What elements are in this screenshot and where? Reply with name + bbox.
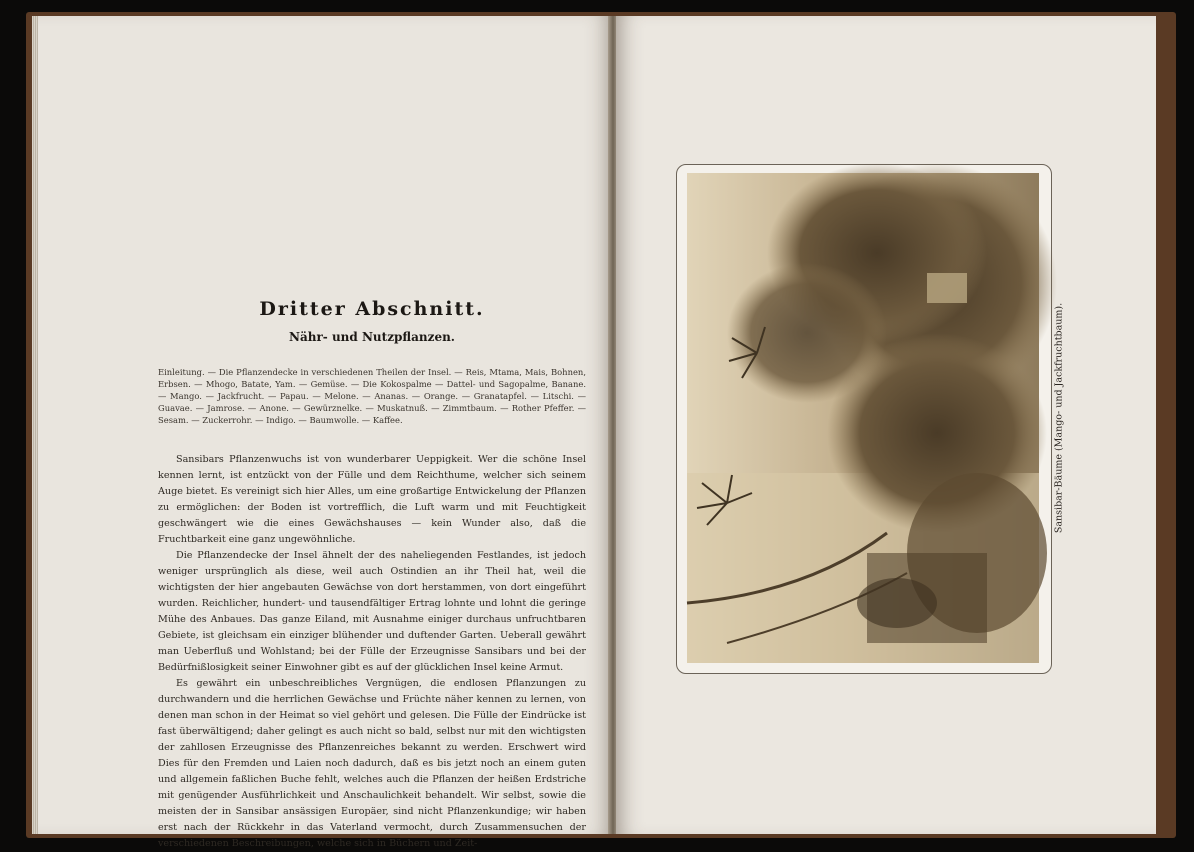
plate-caption-text: Sansibar-Bäume (Mango- und Jackfruchtbaum).	[1053, 302, 1065, 534]
chapter-title: Dritter Abschnitt.	[259, 298, 485, 320]
tree-landscape-illustration	[687, 173, 1039, 663]
sepia-landscape-photo	[687, 173, 1039, 663]
paragraph: Es gewährt ein unbeschreibliches Vergnügen, die endlosen Pflanzungen zu durchwandern und die herrlichen Gewächse und Früchte näher kennen zu lernen, von denen man schon in der Heimat so viel gehört und gelesen. Die Fülle der Eindrücke ist fast überwältigend; daher gelingt es auch nicht so bald, selbst nur mit den wichtigsten der zahllosen Erzeugnisse des Pflanzenreiches bekannt zu werden. Erschwert wird Dies für den Fremden und Laien noch dadurch, daß es bis jetzt noch an einem guten und allgemein faßlichen Buche fehlt, welches auch die Pflanzen der heißen Erdstriche mit genügender Ausführlichkeit und Anschaulichkeit behandelt. Wir selbst, sowie die meisten der in Sansibar ansässigen Europäer, sind nicht Pflanzenkundige; wir haben erst nach der Rückkehr in das Vaterland vermocht, durch Zusammensuchen der verschiedenen Beschreibungen, welche sich in Büchern und Zeit-	[158, 678, 586, 849]
paragraph: Die Pflanzendecke der Insel ähnelt der des naheliegenden Festlandes, ist jedoch weniger ursprünglich als diese, weil auch Ostindien an ihr Theil hat, weil die wichtigsten der hier angebauten Gewächse von dort herstammen, von dort eingeführt wurden. Reichlicher, hundert- und tausendfältiger Ertrag lohnte und lohnt die geringe Mühe des Anbaues. Das ganze Eiland, mit Ausnahme einiger durchaus unfruchtbaren Gebiete, ist gleichsam ein einziger blühender und duftender Garten. Ueberall gewährt man Ueberfluß und Wohlstand; bei der Fülle der Erzeugnisse Sansibars und bei der Bedürfnißlosigkeit seiner Einwohner gibt es auf der glücklichen Insel keine Armut.	[158, 550, 586, 673]
chapter-summary: Einleitung. — Die Pflanzendecke in verschiedenen Theilen der Insel. — Reis, Mtama, Mais, Bohnen, Erbsen. — Mhogo, Batate, Yam. — Gemüse. — Die Kokospalme — Dattel- und Sagopalme, Banane. — Mango. — Jackfrucht. — Papau. — Melone. — Ananas. — Orange. — Granatapfel. — Litschi. — Guavae. — Jamrose. — Anone. — Gewürznelke. — Muskatnuß. — Zimmtbaum. — Rother Pfeffer. — Sesam. — Zuckerrohr. — Indigo. — Baumwolle. — Kaffee.	[158, 367, 586, 425]
plate-caption	[1048, 302, 1070, 534]
text-block	[158, 298, 586, 852]
photo-plate-frame	[676, 164, 1052, 674]
section-title: Nähr- und Nutzpflanzen.	[289, 330, 455, 344]
paragraph: Sansibars Pflanzenwuchs ist von wunderbarer Ueppigkeit. Wer die schöne Insel kennen lernt, ist entzückt von der Fülle und dem Reichthume, welcher sich seinem Auge bietet. Es vereinigt sich hier Alles, um eine großartige Entwickelung der Pflanzen zu ermöglichen: der Boden ist vortrefflich, die Luft warm und mit Feuchtigkeit geschwängert wie die eines Gewächshauses — kein Wunder also, daß die Fruchtbarkeit eine ganz ungewöhnliche.	[158, 454, 586, 545]
left-page	[38, 16, 612, 849]
